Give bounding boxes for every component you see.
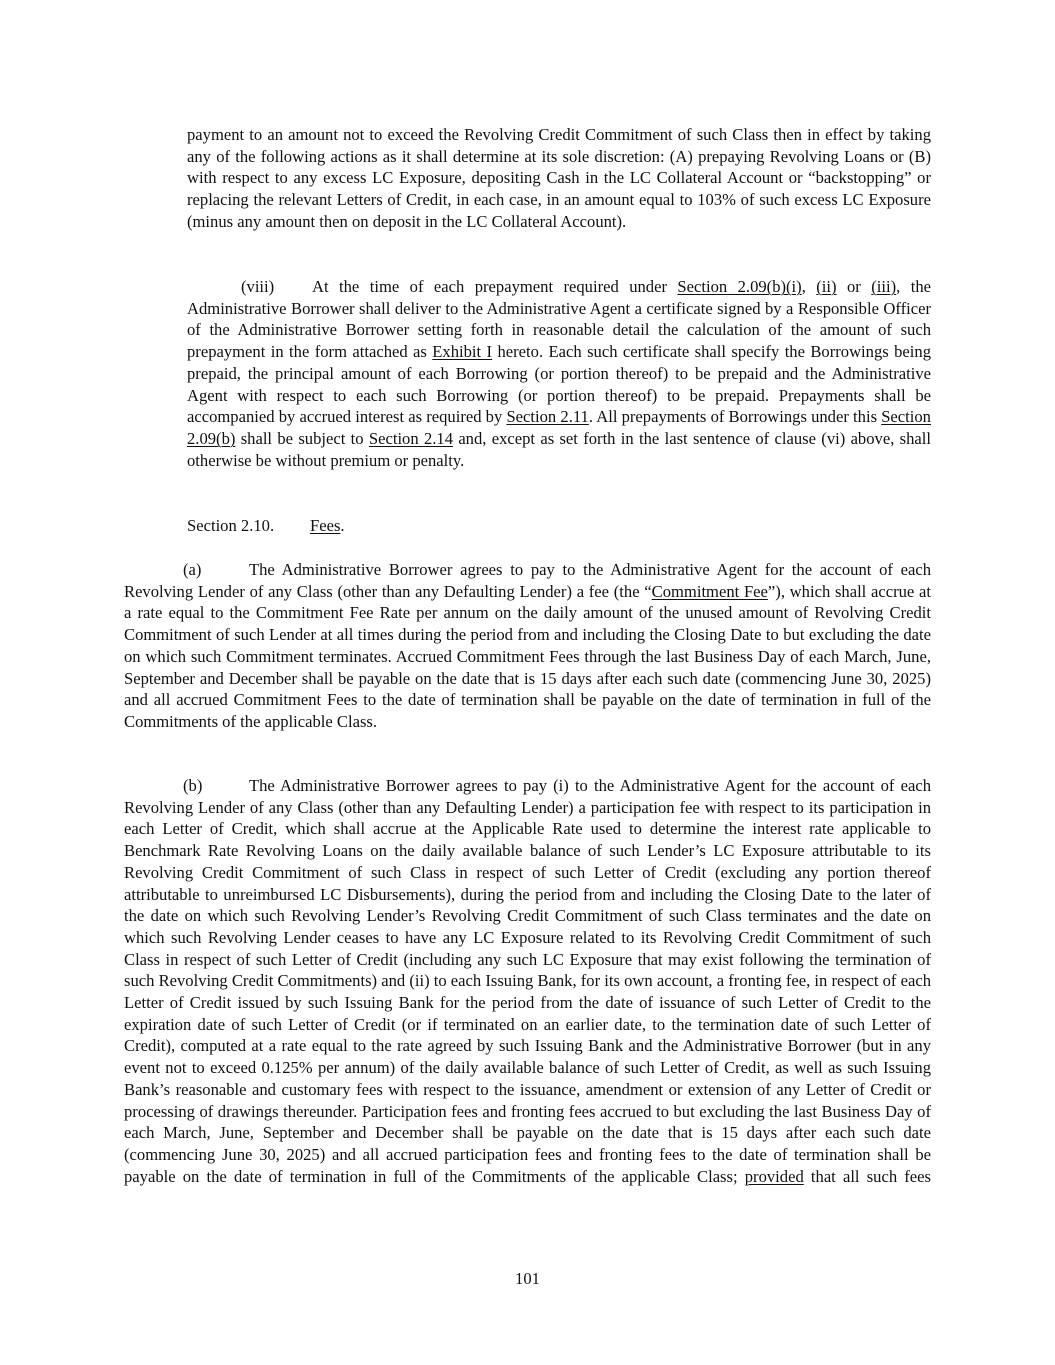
- ref-section-2-11-link[interactable]: Section 2.11: [506, 407, 589, 427]
- clause-viii-text: ,: [801, 277, 817, 296]
- ref-section-2-09-b-link[interactable]: Section 2.09(b): [187, 407, 931, 448]
- clause-viii-text: hereto. Each such certificate shall specify the Borrowings being prepaid, the principal amount of each Borrowing (or portion thereof) to be prepaid and the Administrative Agent with respect to each such Borrowing (or portion thereof) to be prepaid. Prepayments shall be accompanied by accrued interest as required by: [187, 342, 931, 427]
- page-number: 101: [515, 1269, 540, 1288]
- ref-exhibit-i-link[interactable]: Exhibit I: [432, 342, 493, 362]
- continuation-paragraph: [187, 124, 931, 233]
- clause-viii-text: At the time of each prepayment required under: [312, 277, 678, 296]
- clause-a-paragraph: [124, 559, 931, 733]
- section-2-10-heading: [187, 515, 345, 537]
- clause-viii-label: (viii): [241, 277, 275, 296]
- clause-viii-text: shall be subject to: [235, 428, 369, 448]
- clause-a-text: ”), which shall accrue at a rate equal to the Commitment Fee Rate per annum on the daily amount of the unused amount of Revolving Credit Commitment of such Lender at all times during the period from and including the Closing Date to but excluding the date on which such Commitment terminates. Accrued Commitment Fees through the last Business Day of each March, June, September and December shall be payable on the date that is 15 days after each such date (commencing June 30, 2025) and all accrued Commitment Fees to the date of termination shall be payable on the date of termination in full of the Commitments of the applicable Class.: [124, 581, 931, 731]
- section-title: Fees: [310, 516, 341, 535]
- clause-b-label: (b): [183, 776, 203, 795]
- commitment-fee-term: Commitment Fee: [651, 581, 768, 601]
- clause-b-paragraph: [124, 775, 931, 1187]
- clause-b-text: that all such fees: [803, 1166, 931, 1186]
- continuation-text: payment to an amount not to exceed the Revolving Credit Commitment of such Class then in effect by taking any of the following actions as it shall determine at its sole discretion: (A) prepaying Revolving Loans or (B) with respect to any excess LC Exposure, depositing Cash in the LC Collateral Account or “backstopping” or replacing the relevant Letters of Credit, in each case, in an amount equal to 103% of such excess LC Exposure (minus any amount then on deposit in the LC Collateral Account).: [187, 125, 931, 231]
- provided-term: provided: [744, 1166, 804, 1186]
- clause-viii-text: . All prepayments of Borrowings under this: [588, 407, 882, 427]
- section-number: Section 2.10.: [187, 516, 275, 535]
- section-title-suffix: .: [340, 516, 345, 535]
- clause-viii-text: , the Administrative Borrower shall deliver to the Administrative Agent a certificate signed by a Responsible Officer of the Administrative Borrower setting forth in reasonable detail the calculation of the amount of such prepayment in the form attached as: [187, 277, 931, 362]
- clause-a-text: The Administrative Borrower agrees to pay to the Administrative Agent for the account of each Revolving Lender of any Class (other than any Defaulting Lender) a fee (the “: [124, 560, 931, 601]
- ref-section-2-09-b-i-link[interactable]: Section 2.09(b)(i): [677, 277, 802, 296]
- clause-b-text: The Administrative Borrower agrees to pay (i) to the Administrative Agent for the account of each Revolving Lender of any Class (other than any Defaulting Lender) a participation fee with respect to its participation in each Letter of Credit, which shall accrue at the Applicable Rate used to determine the interest rate applicable to Benchmark Rate Revolving Loans on the daily available balance of such Lender’s LC Exposure attributable to its Revolving Credit Commitment of such Class in respect of such Letter of Credit (excluding any portion thereof attributable to unreimbursed LC Disbursements), during the period from and including the Closing Date to the later of the date on which such Revolving Lender’s Revolving Credit Commitment of such Class terminates and the date on which such Revolving Lender ceases to have any LC Exposure related to its Revolving Credit Commitment of such Class in respect of such Letter of Credit (including any such LC Exposure that may exist following the termination of such Revolving Credit Commitments) and (ii) to each Issuing Bank, for its own account, a fronting fee, in respect of each Letter of Credit issued by such Issuing Bank for the period from the date of issuance of such Letter of Credit to the expiration date of such Letter of Credit (or if terminated on an earlier date, to the termination date of such Letter of Credit), computed at a rate equal to the rate agreed by such Issuing Bank and the Administrative Borrower (but in any event not to exceed 0.125% per annum) of the daily available balance of such Letter of Credit, as well as such Issuing Bank’s reasonable and customary fees with respect to the issuance, amendment or extension of any Letter of Credit or processing of drawings thereunder. Participation fees and fronting fees accrued to but excluding the last Business Day of each March, June, September and December shall be payable on the date that is 15 days after each such date (commencing June 30, 2025) and all accrued participation fees and fronting fees to the date of termination shall be payable on the date of termination in full of the Commitments of the applicable Class;: [124, 776, 931, 1186]
- ref-iii-link[interactable]: (iii): [871, 277, 897, 296]
- clause-viii-paragraph: [187, 276, 931, 471]
- clause-a-label: (a): [183, 560, 202, 579]
- clause-viii-text: and, except as set forth in the last sentence of clause (vi) above, shall otherwise be without premium or penalty.: [187, 428, 931, 470]
- ref-section-2-14-link[interactable]: Section 2.14: [368, 428, 453, 448]
- clause-viii-text: or: [836, 277, 872, 296]
- ref-ii-link[interactable]: (ii): [816, 277, 837, 296]
